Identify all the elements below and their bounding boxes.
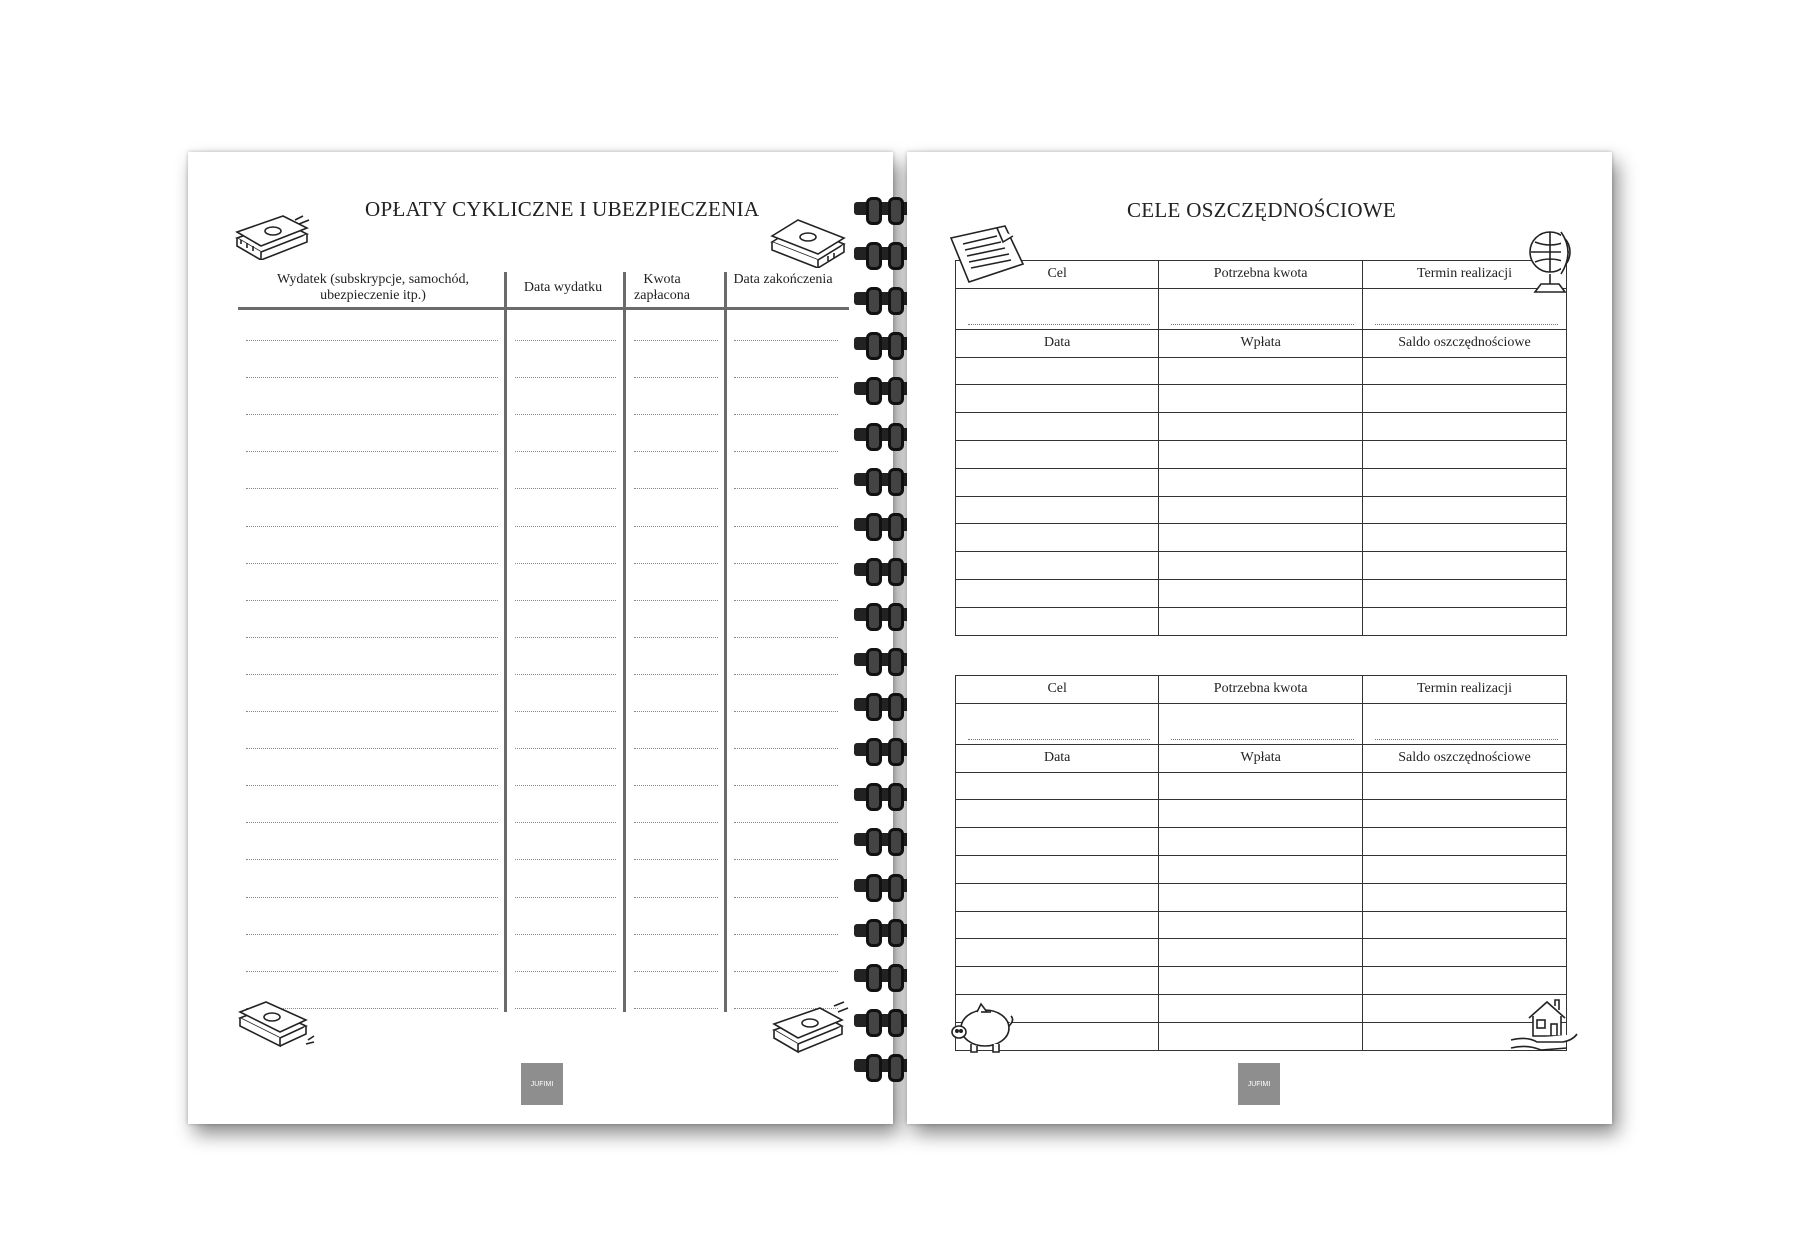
page-title: OPŁATY CYKLICZNE I UBEZPIECZENIA: [365, 197, 760, 221]
entry-cell[interactable]: [1362, 800, 1566, 828]
entry-cell[interactable]: [1362, 883, 1566, 911]
savings-goal-table: [955, 675, 1567, 1051]
entry-cell[interactable]: [956, 579, 1159, 607]
entry-cell[interactable]: [1159, 1022, 1363, 1050]
entry-line[interactable]: [634, 785, 718, 786]
entry-cell[interactable]: [1159, 468, 1363, 496]
entry-line[interactable]: [734, 711, 838, 712]
goal-input-cell[interactable]: [1159, 288, 1363, 329]
entry-line[interactable]: [515, 377, 616, 378]
entry-line[interactable]: [246, 748, 498, 749]
entry-line[interactable]: [734, 859, 838, 860]
entry-line[interactable]: [734, 748, 838, 749]
goal-input-cell[interactable]: [1362, 703, 1566, 744]
entry-line[interactable]: [246, 377, 498, 378]
entry-line[interactable]: [246, 340, 498, 341]
entry-line: [1171, 324, 1354, 325]
entry-line[interactable]: [246, 563, 498, 564]
entry-cell[interactable]: [956, 800, 1159, 828]
entry-line: [968, 739, 1150, 740]
entry-cell[interactable]: [1159, 772, 1363, 800]
entry-line[interactable]: [515, 488, 616, 489]
entry-line[interactable]: [246, 934, 498, 935]
entry-line: [1375, 739, 1558, 740]
entry-line[interactable]: [634, 934, 718, 935]
entry-line[interactable]: [634, 637, 718, 638]
entry-line[interactable]: [734, 488, 838, 489]
entry-row: [956, 855, 1567, 883]
entry-line: [1171, 739, 1354, 740]
left-page: [188, 152, 893, 1124]
column-header: Data: [956, 329, 1159, 357]
entry-line[interactable]: [515, 526, 616, 527]
entry-line[interactable]: [734, 563, 838, 564]
column-header: Wpłata: [1159, 744, 1363, 772]
entry-line[interactable]: [734, 971, 838, 972]
entry-cell[interactable]: [1159, 828, 1363, 856]
entry-row: [956, 385, 1567, 413]
entry-cell[interactable]: [956, 967, 1159, 995]
entry-line[interactable]: [634, 822, 718, 823]
entry-cell[interactable]: [1159, 994, 1363, 1022]
entry-line[interactable]: [634, 971, 718, 972]
column-header: Cel: [956, 261, 1159, 289]
entry-cell[interactable]: [956, 883, 1159, 911]
goal-input-cell[interactable]: [956, 288, 1159, 329]
entry-cell[interactable]: [1362, 772, 1566, 800]
entry-cell[interactable]: [956, 440, 1159, 468]
column-header: Saldo oszczędnościowe: [1362, 329, 1566, 357]
entry-line[interactable]: [734, 414, 838, 415]
money-stack-icon: [233, 210, 313, 260]
entry-cell[interactable]: [1159, 357, 1363, 385]
entry-cell[interactable]: [1362, 524, 1566, 552]
column-header: Potrzebna kwota: [1159, 676, 1363, 704]
entry-cell[interactable]: [1159, 883, 1363, 911]
entry-line[interactable]: [515, 674, 616, 675]
entry-cell[interactable]: [1362, 496, 1566, 524]
entry-line[interactable]: [634, 748, 718, 749]
entry-cell[interactable]: [956, 385, 1159, 413]
entry-cell[interactable]: [956, 911, 1159, 939]
goal-header-row: [956, 261, 1567, 289]
entry-cell[interactable]: [1362, 552, 1566, 580]
column-header: Data: [956, 744, 1159, 772]
column-header: Saldo oszczędnościowe: [1362, 744, 1566, 772]
entry-cell[interactable]: [1362, 579, 1566, 607]
entry-line[interactable]: [515, 822, 616, 823]
entry-line[interactable]: [634, 563, 718, 564]
entry-line[interactable]: [515, 414, 616, 415]
entry-row: [956, 413, 1567, 441]
entry-cell[interactable]: [956, 552, 1159, 580]
entry-row: [956, 468, 1567, 496]
entry-cell[interactable]: [956, 939, 1159, 967]
brand-logo: JUFIMI: [521, 1063, 563, 1105]
entry-line[interactable]: [246, 897, 498, 898]
globe-icon: [1521, 222, 1579, 296]
entry-cell[interactable]: [956, 828, 1159, 856]
entry-line[interactable]: [734, 637, 838, 638]
money-stack-icon: [768, 218, 848, 268]
entry-row: [956, 440, 1567, 468]
entry-line[interactable]: [634, 414, 718, 415]
entry-line[interactable]: [634, 451, 718, 452]
column-header-amount-paid: Kwota zapłacona: [634, 272, 690, 303]
entry-line[interactable]: [634, 897, 718, 898]
entry-line[interactable]: [634, 600, 718, 601]
entry-header-row: [956, 329, 1567, 357]
entry-row: [956, 967, 1567, 995]
entry-line[interactable]: [734, 822, 838, 823]
goal-input-row: [956, 288, 1567, 329]
entry-line[interactable]: [634, 377, 718, 378]
entry-line[interactable]: [634, 488, 718, 489]
entry-line[interactable]: [515, 785, 616, 786]
entry-line[interactable]: [515, 600, 616, 601]
entry-cell[interactable]: [1159, 855, 1363, 883]
entry-cell[interactable]: [956, 855, 1159, 883]
entry-cell[interactable]: [1362, 828, 1566, 856]
entry-cell[interactable]: [1362, 911, 1566, 939]
brand-logo: JUFIMI: [1238, 1063, 1280, 1105]
entry-cell[interactable]: [1362, 413, 1566, 441]
entry-line[interactable]: [246, 971, 498, 972]
document-icon: [947, 224, 1027, 288]
right-page: [907, 152, 1612, 1124]
entry-cell[interactable]: [1159, 800, 1363, 828]
entry-line[interactable]: [515, 711, 616, 712]
entry-line[interactable]: [246, 451, 498, 452]
column-header-expense-date: Data wydatku: [523, 280, 603, 295]
entry-line: [1375, 324, 1558, 325]
entry-header-row: [956, 744, 1567, 772]
goal-input-cell[interactable]: [1159, 703, 1363, 744]
entry-line[interactable]: [515, 637, 616, 638]
entry-cell[interactable]: [1159, 552, 1363, 580]
entry-line: [968, 324, 1150, 325]
entry-line[interactable]: [634, 711, 718, 712]
entry-cell[interactable]: [1159, 939, 1363, 967]
entry-cell[interactable]: [1159, 607, 1363, 635]
savings-goal-table: [955, 260, 1567, 636]
column-header: Termin realizacji: [1362, 261, 1566, 289]
column-divider: [623, 272, 626, 1012]
entry-line[interactable]: [634, 674, 718, 675]
entry-line[interactable]: [634, 526, 718, 527]
entry-cell[interactable]: [956, 772, 1159, 800]
entry-line[interactable]: [515, 563, 616, 564]
entry-cell[interactable]: [1362, 385, 1566, 413]
entry-line[interactable]: [634, 340, 718, 341]
entry-line[interactable]: [246, 600, 498, 601]
entry-row: [956, 607, 1567, 635]
entry-line[interactable]: [734, 377, 838, 378]
entry-cell[interactable]: [1159, 385, 1363, 413]
goal-header-row: [956, 676, 1567, 704]
entry-cell[interactable]: [1362, 357, 1566, 385]
entry-cell[interactable]: [1362, 607, 1566, 635]
entry-row: [956, 496, 1567, 524]
entry-cell[interactable]: [956, 496, 1159, 524]
entry-cell[interactable]: [1159, 413, 1363, 441]
entry-cell[interactable]: [1362, 939, 1566, 967]
entry-line[interactable]: [515, 971, 616, 972]
entry-line[interactable]: [734, 451, 838, 452]
entry-line[interactable]: [515, 934, 616, 935]
entry-row: [956, 911, 1567, 939]
entry-line[interactable]: [734, 785, 838, 786]
entry-line[interactable]: [246, 414, 498, 415]
entry-cell[interactable]: [956, 357, 1159, 385]
column-header: Potrzebna kwota: [1159, 261, 1363, 289]
column-divider: [504, 272, 507, 1012]
entry-line[interactable]: [246, 822, 498, 823]
money-stack-icon: [236, 1000, 316, 1050]
entry-row: [956, 524, 1567, 552]
entry-row: [956, 1022, 1567, 1050]
entry-line[interactable]: [515, 1008, 616, 1009]
money-stack-icon: [770, 1000, 850, 1054]
goal-input-row: [956, 703, 1567, 744]
page-title: CELE OSZCZĘDNOŚCIOWE: [1127, 198, 1397, 222]
entry-line[interactable]: [734, 340, 838, 341]
entry-line[interactable]: [246, 526, 498, 527]
entry-line[interactable]: [734, 526, 838, 527]
entry-line[interactable]: [515, 897, 616, 898]
entry-line[interactable]: [634, 859, 718, 860]
entry-line[interactable]: [734, 897, 838, 898]
entry-line[interactable]: [246, 785, 498, 786]
entry-line[interactable]: [515, 451, 616, 452]
entry-row: [956, 772, 1567, 800]
entry-row: [956, 579, 1567, 607]
column-header: Termin realizacji: [1362, 676, 1566, 704]
entry-line[interactable]: [734, 600, 838, 601]
entry-cell[interactable]: [1362, 468, 1566, 496]
entry-cell[interactable]: [956, 413, 1159, 441]
column-header: Wpłata: [1159, 329, 1363, 357]
header-rule: [238, 307, 849, 310]
entry-cell[interactable]: [956, 468, 1159, 496]
piggy-bank-icon: [947, 1000, 1017, 1056]
column-header-end-date: Data zakończenia: [733, 272, 833, 287]
entry-cell[interactable]: [1362, 967, 1566, 995]
entry-line[interactable]: [734, 674, 838, 675]
entry-line[interactable]: [515, 859, 616, 860]
entry-line[interactable]: [515, 340, 616, 341]
entry-row: [956, 883, 1567, 911]
entry-line[interactable]: [246, 711, 498, 712]
entry-line[interactable]: [246, 674, 498, 675]
entry-cell[interactable]: [1159, 579, 1363, 607]
entry-line[interactable]: [246, 488, 498, 489]
entry-cell[interactable]: [956, 524, 1159, 552]
entry-cell[interactable]: [1159, 911, 1363, 939]
entry-cell[interactable]: [1159, 496, 1363, 524]
entry-row: [956, 357, 1567, 385]
house-in-hand-icon: [1507, 992, 1579, 1058]
entry-cell[interactable]: [1159, 440, 1363, 468]
entry-row: [956, 939, 1567, 967]
entry-cell[interactable]: [1159, 967, 1363, 995]
entry-line[interactable]: [246, 637, 498, 638]
column-divider: [724, 272, 727, 1012]
goal-input-cell[interactable]: [956, 703, 1159, 744]
entry-cell[interactable]: [1362, 855, 1566, 883]
entry-cell[interactable]: [1159, 524, 1363, 552]
entry-cell[interactable]: [1362, 440, 1566, 468]
entry-row: [956, 800, 1567, 828]
entry-cell[interactable]: [956, 607, 1159, 635]
entry-line[interactable]: [515, 748, 616, 749]
column-header-expense: Wydatek (subskrypcje, samochód, ubezpieczenie itp.): [277, 272, 469, 303]
entry-line[interactable]: [246, 859, 498, 860]
entry-row: [956, 552, 1567, 580]
entry-row: [956, 994, 1567, 1022]
entry-line[interactable]: [734, 934, 838, 935]
column-header: Cel: [956, 676, 1159, 704]
entry-line[interactable]: [634, 1008, 718, 1009]
entry-row: [956, 828, 1567, 856]
